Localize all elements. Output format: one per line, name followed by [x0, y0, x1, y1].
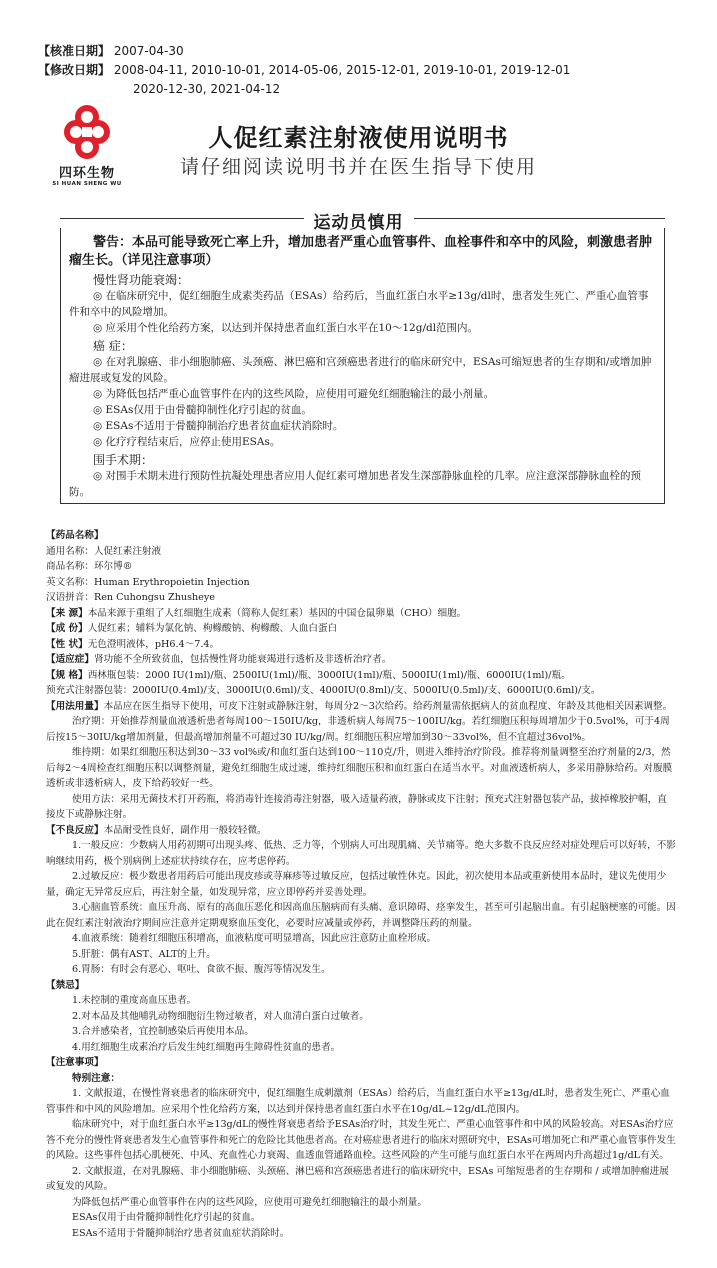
ckd-heading: 慢性肾功能衰竭： — [93, 273, 190, 287]
character-section: 【性 状】无色澄明液体，pH6.4～7.4。 — [46, 638, 220, 650]
label-body — [46, 528, 676, 1241]
contraindication-item: 1.未控制的重度高血压患者。 — [72, 995, 197, 1006]
perioperative-heading: 围手术期： — [93, 453, 154, 467]
contraindication-item: 3.合并感染者，宜控制感染后再使用本品。 — [72, 1026, 254, 1037]
adverse-reaction-item: 6.胃肠：有时会有恶心、呕吐、食欲不振、腹泻等情况发生。 — [72, 964, 331, 975]
pinyin-name: 汉语拼音：Ren Cuhongsu Zhusheye — [46, 592, 215, 603]
adverse-reaction-item: 1.一般反应：少数病人用药初期可出现头疼、低热、乏力等，个别病人可出现肌痛、关节痛等。绝大多数不良反应经对症处理后可以好转，不影响继续用药，极个别病例上述症状持续存在，应考虑停药。 — [46, 840, 676, 867]
adverse-reaction-item: 2.过敏反应：极少数患者用药后可能出现皮疹或荨麻疹等过敏反应，包括过敏性休克。因此，初次使用本品或重新使用本品时，建议先使用少量，确定无异常反应后，再注射全量，如发现异常，应立即停药并妥善处理。 — [46, 871, 667, 898]
warning-paragraph: ◎ 化疗疗程结束后，应停止使用ESAs。 — [93, 436, 281, 448]
contraindication-item: 2.对本品及其他哺乳动物细胞衍生物过敏者，对人血清白蛋白过敏者。 — [72, 1010, 369, 1022]
usage-paragraph: 维持期：如果红细胞压积达到30～33 vol%或/和血红蛋白达到100～110克/升，则进入维持治疗阶段。推荐将剂量调整至治疗剂量的2/3，然后每2～4周检查红细胞压积以调整剂量，避免红细胞生成过速，维持红细胞压积和血红蛋白在适当水平。对血液透析病人，多采用静脉给药。对腹膜透析或非透析病人，皮下给药较好一些。 — [46, 747, 673, 789]
warning-paragraph: ◎ 为降低包括严重心血管事件在内的这些风险，应使用可避免红细胞输注的最小剂量。 — [93, 388, 494, 400]
trade-name: 商品名称：环尔博® — [46, 561, 133, 572]
usage-paragraph: 使用方法：采用无菌技术打开药瓶，将消毒针连接消毒注射器，吸入适量药液，静脉或皮下注射；预充式注射器包装产品，拔掉橡胶护帽，直接皮下或静脉注射。 — [46, 793, 667, 820]
brand-pinyin: SI HUAN SHENG WU — [52, 181, 122, 187]
generic-name: 通用名称：人促红素注射液 — [46, 545, 162, 557]
source-section: 【来 源】本品来源于重组了人红细胞生成素（简称人促红素）基因的中国仓鼠卵巢（CHO）细胞。 — [46, 607, 467, 619]
special-note-heading: 特别注意： — [72, 1072, 120, 1084]
precaution-paragraph: 1. 文献报道，在慢性肾衰患者的临床研究中，促红细胞生成刺激剂（ESAs）给药后，当血红蛋白水平≥13g/dL时，患者发生死亡、严重心血管事件和中风的风险增加。应采用个性化给药方案，以达到并保持患者血红蛋白水平在10g/dL~12g/dL范围内。 — [46, 1088, 670, 1115]
section-heading: 【禁忌】 — [46, 979, 85, 991]
precaution-paragraph: ESAs仅用于由骨髓抑制性化疗引起的贫血。 — [72, 1212, 261, 1223]
warning-headline: 警告：本品可能导致死亡率上升，增加患者严重心血管事件、血栓事件和卒中的风险，刺激患者肿瘤生长。（详见注意事项） — [69, 235, 653, 268]
precaution-paragraph: ESAs不适用于骨髓抑制治疗患者贫血症状消除时。 — [72, 1227, 290, 1239]
boxed-warning — [60, 228, 665, 504]
specification-section: 【规 格】西林瓶包装：2000 IU(1ml)/瓶、2500IU(1ml)/瓶、3000IU(1ml)/瓶、5000IU(1ml)/瓶、6000IU(1ml)/瓶。 — [46, 669, 571, 681]
revision-date-line1: 【修改日期】 2008-04-11, 2010-10-01, 2014-05-06, 2015-12-01, 2019-10-01, 2019-12-01 — [38, 63, 571, 77]
document-subtitle: 请仔细阅读说明书并在医生指导下使用 — [179, 156, 537, 178]
composition-section: 【成 份】人促红素；辅料为氯化钠、枸橼酸钠、枸橼酸、人血白蛋白 — [46, 623, 338, 634]
section-heading: 【注意事项】 — [46, 1057, 104, 1068]
precaution-paragraph: 2. 文献报道，在对乳腺癌、非小细胞肺癌、头颈癌、淋巴癌和宫颈癌患者进行的临床研究中，ESAs 可缩短患者的生存期和 / 或增加肿瘤进展或复发的风险。 — [46, 1165, 669, 1192]
english-name: 英文名称：Human Erythropoietin Injection — [46, 576, 250, 588]
warning-paragraph: ◎ 在对乳腺癌、非小细胞肺癌、头颈癌、淋巴癌和宫颈癌患者进行的临床研究中，ESAs可缩短患者的生存期和/或增加肿瘤进展或复发的风险。 — [69, 356, 652, 384]
revision-dates — [38, 42, 570, 99]
revision-date-line2: 2020-12-30, 2021-04-12 — [133, 82, 281, 96]
specification-prefilled: 预充式注射器包装：2000IU(0.4ml)/支、3000IU(0.6ml)/支、4000IU(0.8ml)/支、5000IU(0.5ml)/支、6000IU(0.6ml)/支。 — [46, 685, 601, 696]
warning-paragraph: ◎ ESAs仅用于由骨髓抑制性化疗引起的贫血。 — [93, 404, 312, 416]
usage-section: 【用法用量】本品应在医生指导下使用，可皮下注射或静脉注射，每周分2～3次给药。给药剂量需依据病人的贫血程度、年龄及其他相关因素调整。 — [46, 700, 673, 712]
usage-paragraph: 治疗期：开始推荐剂量血液透析患者每周100～150IU/kg，非透析病人每周75～100IU/kg。若红细胞压积每周增加少于0.5vol%，可于4周后按15～30IU/kg增加剂量，但最高增加剂量不可超过30 IU/kg/周。红细胞压积应增加到30～33vol%，但不宜超过36vol%。 — [46, 716, 670, 743]
adverse-reaction-item: 5.肝脏：偶有AST、ALT的上升。 — [72, 948, 216, 960]
precaution-paragraph: 临床研究中，对于血红蛋白水平≥13g/dL的慢性肾衰患者给予ESAs治疗时，其发生死亡、严重心血管事件和中风的风险较高。对ESAs治疗应答不充分的慢性肾衰患者发生心血管事件和死亡的危险比其他患者高。在对癌症患者进行的临床对照研究中，ESAs可增加死亡和严重心血管事件发生的风险。这些事件包括心肌梗死、中风、充血性心力衰竭、血透血管通路血栓。这些风险的产生可能与血红蛋白水平在两周内升高超过1g/dL有关。 — [46, 1119, 676, 1161]
warning-paragraph: ◎ 应采用个性化给药方案，以达到并保持患者血红蛋白水平在10～12g/dl范围内。 — [93, 322, 479, 334]
adverse-reaction-item: 4.血液系统：随着红细胞压积增高，血液粘度可明显增高，因此应注意防止血栓形成。 — [72, 933, 437, 944]
indication-section: 【适应症】肾功能不全所致贫血，包括慢性肾功能衰竭进行透析及非透析治疗者。 — [46, 654, 392, 665]
precaution-paragraph: 为降低包括严重心血管事件在内的这些风险，应使用可避免红细胞输注的最小剂量。 — [72, 1196, 427, 1208]
brand-name: 四环生物 — [58, 166, 115, 181]
warning-paragraph: ◎ 对围手术期未进行预防性抗凝处理患者应用人促红素可增加患者发生深部静脉血栓的几率。应注意深部静脉血栓的预防。 — [69, 470, 641, 498]
athlete-caution-caption: 运动员慎用 — [0, 208, 717, 233]
approval-date: 【核准日期】 2007-04-30 — [38, 44, 184, 58]
warning-paragraph: ◎ ESAs不适用于骨髓抑制治疗患者贫血症状消除时。 — [93, 420, 344, 432]
section-heading: 【药品名称】 — [46, 530, 104, 541]
document-title: 人促红素注射液使用说明书 — [208, 124, 509, 152]
adverse-reactions-section: 【不良反应】本品耐受性良好，副作用一般较轻微。 — [46, 824, 267, 836]
contraindication-item: 4.用红细胞生成素治疗后发生纯红细胞再生障碍性贫血的患者。 — [72, 1041, 341, 1053]
warning-paragraph: ◎ 在临床研究中，促红细胞生成素类药品（ESAs）给药后，当血红蛋白水平≥13g/dl时，患者发生死亡、严重心血管事件和卒中的风险增加。 — [69, 290, 649, 318]
adverse-reaction-item: 3.心脑血管系统：血压升高、原有的高血压恶化和因高血压脑病而有头痛、意识障碍、痉挛发生，甚至可引起脑出血。有引起脑梗塞的可能。因此在促红素注射液治疗期间应注意并定期观察血压变化，必要时应减量或停药，并调整降压药的剂量。 — [46, 902, 676, 929]
cancer-heading: 癌 症： — [93, 339, 133, 353]
